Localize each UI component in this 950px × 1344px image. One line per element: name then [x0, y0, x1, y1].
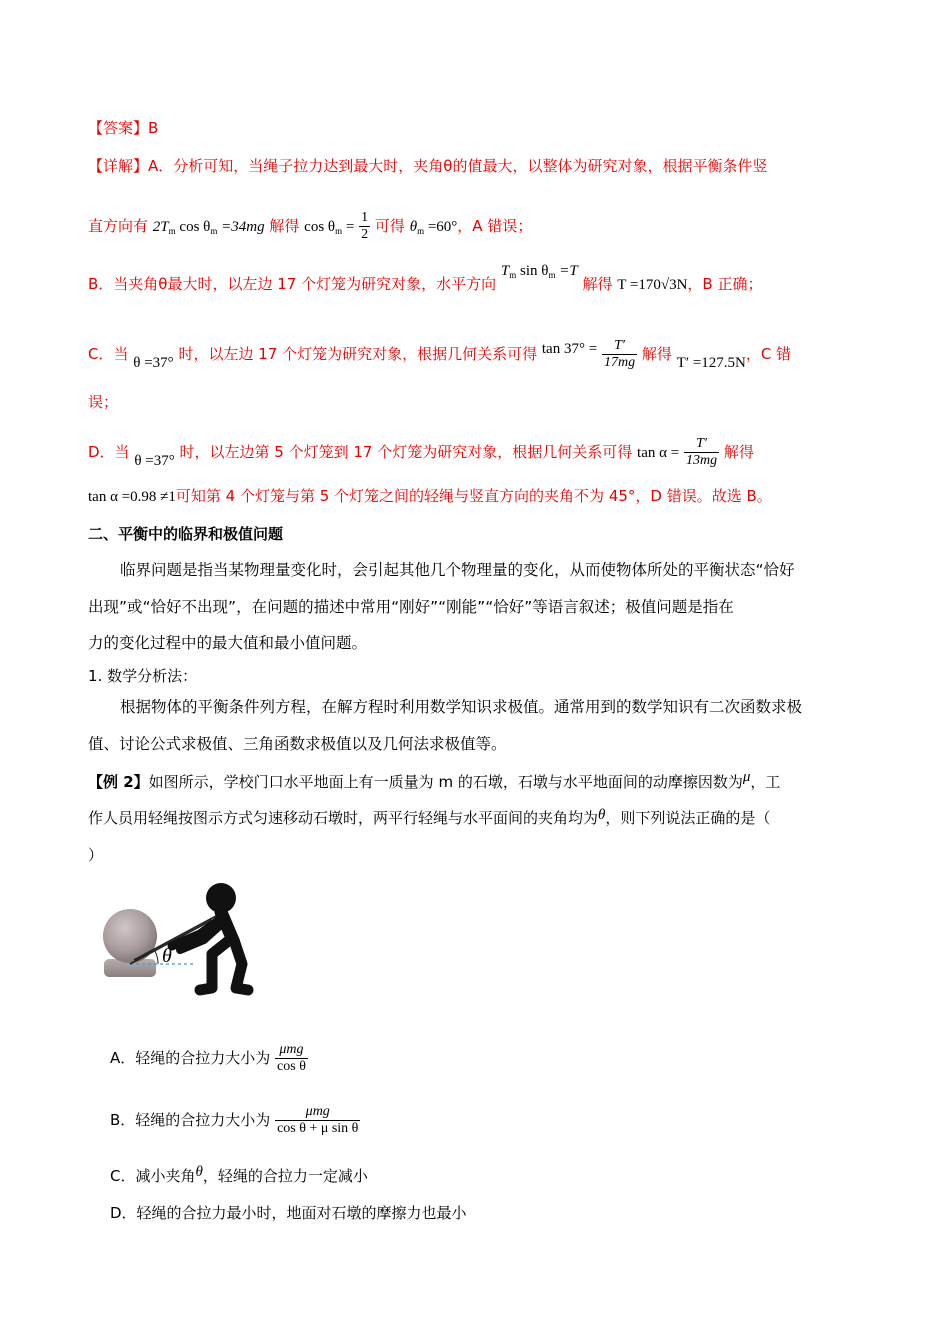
b-prefix: B．当夹角θ最大时，以左边 17 个灯笼为研究对象，水平方向 — [88, 275, 497, 293]
angle-theta-label: θ — [162, 945, 172, 967]
detail-line-c2: 误； — [88, 393, 119, 411]
d-tan: tan α = — [637, 445, 680, 461]
d-prefix: D．当 — [88, 443, 130, 461]
c-prefix: C．当 — [88, 345, 129, 363]
detail-line-d1 — [88, 436, 754, 469]
paragraph-line: 根据物体的平衡条件列方程，在解方程时利用数学知识求极值。通常用到的数学知识有二次函数求极 — [120, 698, 803, 716]
example-text-end: ，工 — [750, 773, 781, 791]
example-text-end: ，则下列说法正确的是（ — [605, 809, 771, 827]
c-result: T′ =127.5N — [676, 355, 746, 371]
paragraph-line: 值、讨论公式求极值、三角函数求极值以及几何法求极值等。 — [88, 735, 507, 753]
d-fraction: $\frac{T'}{13mg}$ — [685, 436, 718, 468]
detail-line-c — [88, 338, 791, 371]
option-b[interactable] — [110, 1104, 360, 1137]
example-line-1 — [88, 769, 781, 793]
c-theta: θ =37° — [133, 355, 174, 371]
b-equation: $T_m$ $\sin \theta_m =T$ — [500, 263, 578, 280]
worker-figure — [172, 883, 248, 990]
option-d-label: D．轻绳的合拉力最小时，地面对石墩的摩擦力也最小 — [110, 1204, 467, 1222]
stone-pier-figure — [100, 876, 260, 1006]
detail-a1-text: A．分析可知，当绳子拉力达到最大时，夹角θ的值最大，以整体为研究对象，根据平衡条件竖 — [148, 157, 768, 175]
b-end: ，B 正确； — [687, 275, 763, 293]
paragraph-line: 力的变化过程中的最大值和最小值问题。 — [88, 634, 368, 652]
a2-fraction: $\frac{1}{2}$ — [361, 210, 369, 242]
paragraph-line: 出现”或“恰好不出现”，在问题的描述中常用“刚好”“刚能”“恰好”等语言叙述；极值问题是指在 — [88, 598, 734, 616]
option-c[interactable] — [110, 1165, 368, 1186]
option-d[interactable] — [110, 1202, 467, 1223]
a2-obtain-text: 可得 — [374, 217, 405, 235]
section-title: 二、平衡中的临界和极值问题 — [88, 525, 284, 543]
d-solve-text: 解得 — [723, 443, 754, 461]
example-line-2 — [88, 808, 770, 829]
b-result: T =170√3N — [617, 277, 688, 293]
detail-line-b — [88, 263, 763, 299]
detail-label: 【详解】 — [88, 157, 149, 175]
option-c-label: C．减小夹角 — [110, 1167, 196, 1185]
answer-label: 【答案】B — [88, 119, 159, 137]
stone-pier — [103, 909, 157, 977]
a2-prefix: 直方向有 — [88, 217, 149, 235]
c-middle-text: 时，以左边 17 个灯笼为研究对象，根据几何关系可得 — [178, 345, 538, 363]
a2-equation: $2T_m$ $\cos \theta_m =34mg$ — [152, 219, 265, 236]
d-conclusion: 可知第 4 个灯笼与第 5 个灯笼之间的轻绳与竖直方向的夹角不为 45°，D 错误。故选 B。 — [175, 487, 772, 505]
option-a[interactable] — [110, 1042, 308, 1075]
detail-line-a2 — [88, 210, 532, 243]
c-end: ，C 错 — [745, 345, 792, 363]
theta-symbol: θ — [598, 807, 606, 823]
a2-solve-text: 解得 — [269, 217, 300, 235]
option-c-end: ，轻绳的合拉力一定减小 — [202, 1167, 368, 1185]
c-solve-text: 解得 — [641, 345, 672, 363]
detail-line-d2 — [88, 486, 772, 507]
option-a-label: A．轻绳的合拉力大小为 — [110, 1049, 271, 1067]
d-theta: θ =37° — [134, 453, 175, 469]
method-title: 1. 数学分析法： — [88, 667, 198, 685]
theta-symbol: θ — [195, 1164, 203, 1180]
detail-line-a1 — [88, 156, 767, 176]
option-b-fraction: $\frac{\text{μmg}}{\text{cos θ + μ sin θ}}$ — [277, 1104, 359, 1136]
c-fraction: $\frac{T'}{17mg}$ — [603, 338, 636, 370]
c-tan: tan 37° = — [541, 341, 598, 357]
mu-symbol: μ — [742, 769, 751, 785]
d-result-eq: tan α =0.98 ≠1 — [88, 489, 176, 505]
d-middle-text: 时，以左边第 5 个灯笼到 17 个灯笼为研究对象，根据几何关系可得 — [179, 443, 633, 461]
a2-cos: $\cos \theta_m$ = — [304, 219, 355, 236]
b-solve-text: 解得 — [582, 275, 613, 293]
option-a-fraction: $\frac{\text{μmg}}{\text{cos θ}}$ — [277, 1042, 306, 1074]
example-label: 【例 2】 — [88, 773, 149, 791]
option-b-label: B．轻绳的合拉力大小为 — [110, 1111, 271, 1129]
paragraph-line: 临界问题是指当某物理量变化时，会引起其他几个物理量的变化，从而使物体所处的平衡状态“恰好 — [120, 561, 795, 579]
example-line-3: ） — [88, 846, 104, 864]
a2-end: ，A 错误； — [457, 217, 533, 235]
example-text: 如图所示，学校门口水平地面上有一质量为 m 的石墩，石墩与水平地面间的动摩擦因数为 — [148, 773, 743, 791]
a2-theta-result: $\theta_m =60^\circ$ — [409, 219, 458, 236]
example-text: 作人员用轻绳按图示方式匀速移动石墩时，两平行轻绳与水平面间的夹角均为 — [88, 809, 599, 827]
